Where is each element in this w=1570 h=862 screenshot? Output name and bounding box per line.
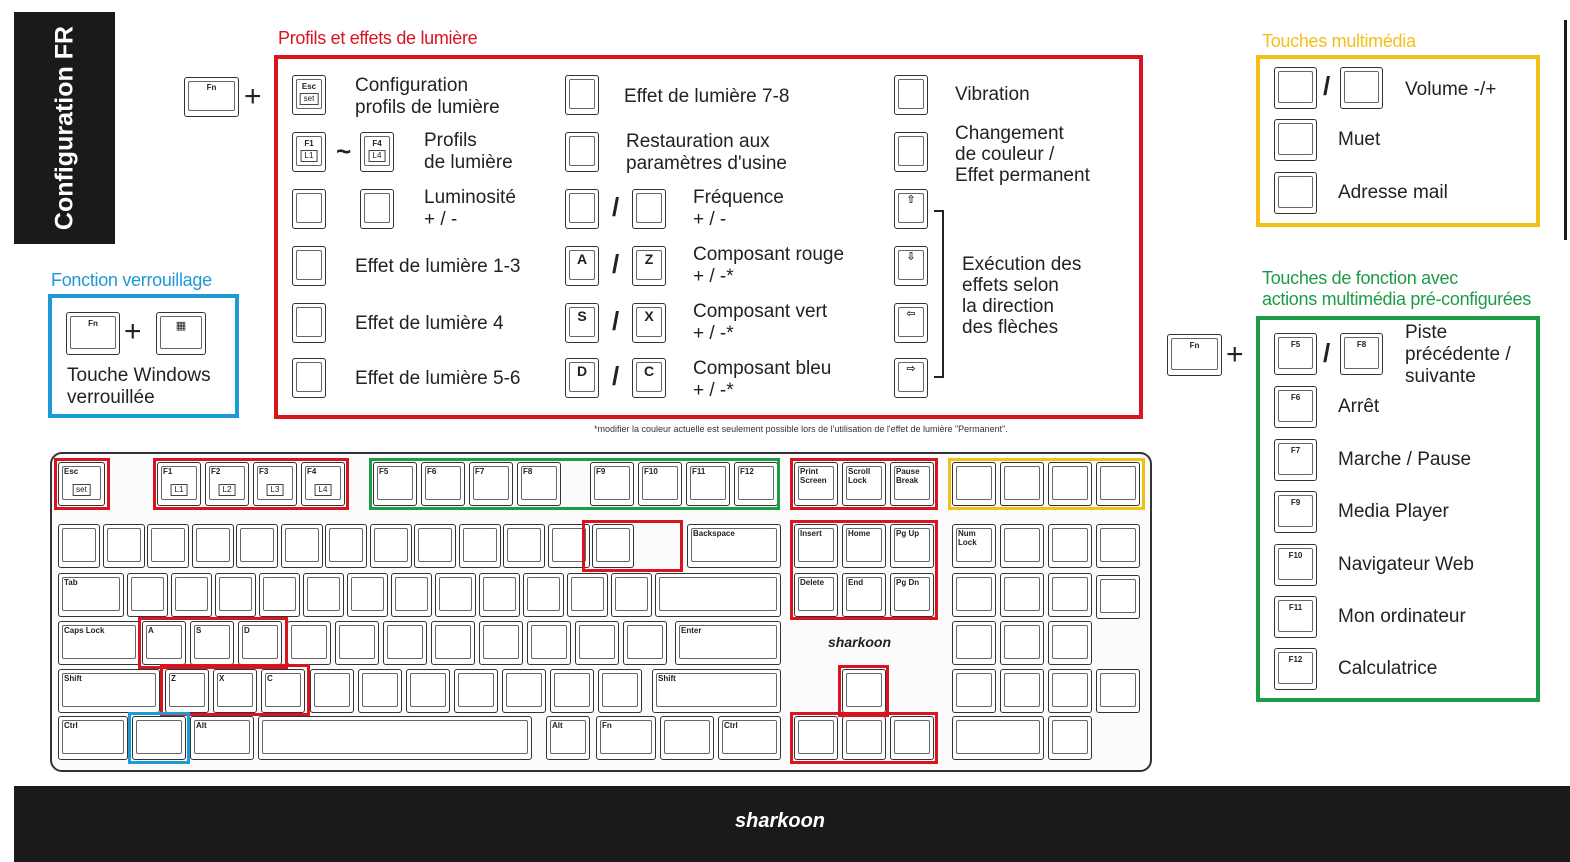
kb-row2-5 [347, 573, 388, 617]
kb-ctrl-right-label: Ctrl [724, 721, 738, 730]
kb-f1-sub: L1 [171, 484, 188, 496]
hl-win [128, 712, 190, 764]
kb-shift-right-label: Shift [658, 674, 676, 683]
label-red: Composant rouge + / -* [693, 244, 845, 287]
lock-heading: Fonction verrouillage [51, 270, 212, 290]
key-f9-icon: F9 [1274, 491, 1317, 533]
kb-row3-1 [335, 621, 379, 665]
kb-end-label: End [848, 578, 864, 587]
kb-alt-left-label: Alt [196, 721, 207, 730]
kb-row2-6 [391, 573, 432, 617]
kb-enter [675, 621, 781, 665]
key-minus-icon [292, 189, 326, 229]
kb-shift-left-label: Shift [64, 674, 82, 683]
footnote: *modifier la couleur actuelle est seulement possible lors de l'utilisation de l'effet de lumière "Permanent". [594, 424, 1008, 434]
key-f7-icon: F7 [1274, 439, 1317, 481]
slash-sep: / [612, 306, 620, 336]
kb-row2-10 [567, 573, 608, 617]
slash-sep: / [1323, 338, 1331, 368]
kb-prtsc-label: Print Screen [800, 467, 827, 485]
label-effect-5-6: Effet de lumière 5-6 [355, 368, 521, 389]
kb-f1-label: F1 [163, 467, 173, 476]
kb-numpad-row3-1 [1000, 621, 1044, 665]
kb-pgup-label: Pg Up [896, 529, 920, 538]
kb-numpad-row4-0 [952, 669, 996, 713]
hl-minus-plus [582, 520, 683, 572]
kb-f4-sub: L4 [315, 484, 332, 496]
kb-row2-7 [435, 573, 476, 617]
kb-f5-label: F5 [379, 467, 389, 476]
kb-capslock-label: Caps Lock [64, 626, 105, 635]
key-arrow-down-icon: ⇩ [894, 246, 928, 286]
config-badge-label: Configuration FR [50, 25, 78, 231]
kb-num-0 [58, 524, 100, 568]
hl-zxc [160, 664, 310, 716]
arrows-bracket [934, 210, 944, 378]
hl-media [948, 458, 1145, 510]
kb-f8-label: F8 [523, 467, 533, 476]
kb-ctrl-left-label: Ctrl [64, 721, 78, 730]
key-f4-icon: F4 L4 [360, 132, 394, 172]
kb-row2-1 [171, 573, 212, 617]
key-pgdn-icon [632, 189, 666, 229]
kb-numpad-row4-2 [1048, 669, 1092, 713]
label-player: Media Player [1338, 501, 1449, 522]
kb-delete-label: Delete [800, 578, 825, 587]
label-color: Changement de couleur / Effet permanent [955, 123, 1090, 186]
kb-z-label: Z [171, 674, 176, 683]
kb-row3-7 [623, 621, 667, 665]
kb-row2-2 [215, 573, 256, 617]
kb-row4-4 [502, 669, 546, 713]
kb-numpad-row4-1 [1000, 669, 1044, 713]
keyboard-logo: sharkoon [828, 634, 892, 650]
key-insert-icon [292, 358, 326, 398]
plus-sign: + [124, 315, 142, 348]
key-esc-icon: Esc set [292, 75, 326, 115]
kb-num-1 [103, 524, 145, 568]
key-arrow-right-icon: ⇨ [894, 358, 928, 398]
key-home-icon [565, 75, 599, 115]
windows-key-icon: ▦ [156, 312, 206, 355]
kb-row4-1 [358, 669, 402, 713]
hl-arrows [790, 712, 938, 764]
kb-row4-5 [550, 669, 594, 713]
kb-shift-right [652, 669, 781, 713]
key-z-icon: Z [632, 246, 666, 286]
kb-row2-8 [479, 573, 520, 617]
label-mute: Muet [1338, 129, 1381, 150]
kb-alt-left [190, 716, 254, 760]
slash-sep: / [612, 361, 620, 391]
label-luminosity: Luminosité + / - [424, 187, 516, 230]
kb-row2-3 [259, 573, 300, 617]
kb-num0 [952, 716, 1044, 760]
kb-num-10 [503, 524, 545, 568]
kb-tab [58, 573, 124, 617]
kb-d-label: D [244, 626, 250, 635]
kb-row4-3 [454, 669, 498, 713]
key-f11-icon: F11 [1274, 596, 1317, 638]
kb-row2-0 [127, 573, 168, 617]
kb-row4-2 [406, 669, 450, 713]
kb-numpad-mid-1 [1000, 573, 1044, 617]
kb-num-2 [147, 524, 189, 568]
kb-num-6 [325, 524, 367, 568]
kb-f3-sub: L3 [267, 484, 284, 496]
kb-numpad-plus [1096, 575, 1140, 619]
kb-c-label: C [267, 674, 273, 683]
slash-sep: / [1323, 71, 1331, 101]
kb-backspace [687, 524, 781, 568]
key-f10-icon: F10 [1274, 544, 1317, 586]
kb-numpad-top-2 [1096, 524, 1140, 568]
kb-row3-5 [527, 621, 571, 665]
tilde-sep: ~ [336, 136, 352, 166]
kb-insert-label: Insert [800, 529, 822, 538]
label-mail: Adresse mail [1338, 182, 1448, 203]
slash-sep: / [612, 249, 620, 279]
kb-num-8 [414, 524, 456, 568]
kb-f2-label: F2 [211, 467, 221, 476]
label-calc: Calculatrice [1338, 658, 1438, 679]
label-computer: Mon ordinateur [1338, 606, 1466, 627]
kb-capslock [58, 621, 140, 665]
label-track: Piste précédente / suivante [1405, 322, 1511, 387]
key-a-icon: A [565, 246, 599, 286]
key-f8-icon: F8 [1340, 333, 1383, 375]
kb-numpad-row3-2 [1048, 621, 1092, 665]
kb-fn [596, 716, 656, 760]
label-play: Marche / Pause [1338, 449, 1472, 470]
kb-pgdn-label: Pg Dn [896, 578, 920, 587]
key-d-icon: D [565, 358, 599, 398]
kb-f2-sub: L2 [219, 484, 236, 496]
kb-ctrl-left [58, 716, 128, 760]
kb-row3-3 [431, 621, 475, 665]
plus-sign: + [1226, 338, 1244, 371]
kb-x-label: X [219, 674, 225, 683]
kb-f6-label: F6 [427, 467, 437, 476]
lock-text: Touche Windows verrouillée [67, 365, 211, 408]
kb-num-9 [459, 524, 501, 568]
kb-home-label: Home [848, 529, 871, 538]
kb-numpad-top-0 [1000, 524, 1044, 568]
key-vol-up-icon [1340, 67, 1383, 109]
kb-scroll-label: Scroll Lock [848, 467, 871, 485]
label-restore: Restauration aux paramètres d'usine [626, 131, 787, 174]
kb-row4-6 [598, 669, 642, 713]
kb-enter-label: Enter [681, 626, 702, 635]
fnmedia-heading: Touches de fonction avec actions multimédia pré-configurées [1262, 268, 1531, 309]
key-delete-icon [894, 75, 928, 115]
key-vol-down-icon [1274, 67, 1317, 109]
kb-numpad-row3-0 [952, 621, 996, 665]
label-frequency: Fréquence + / - [693, 187, 784, 230]
kb-pause-label: Pause Break [896, 467, 920, 485]
key-plus-icon [360, 189, 394, 229]
kb-row3-2 [383, 621, 427, 665]
kb-backslash [655, 573, 781, 617]
fn-key-media: Fn [1167, 334, 1222, 376]
key-arrow-left-icon: ⇦ [894, 303, 928, 343]
slash-sep: / [612, 192, 620, 222]
kb-row4-0 [310, 669, 354, 713]
kb-f10-label: F10 [644, 467, 658, 476]
kb-row2-11 [611, 573, 652, 617]
hl-arrow-up [838, 665, 889, 717]
key-pause-icon [565, 132, 599, 172]
right-edge-bar [1564, 20, 1567, 240]
label-browser: Navigateur Web [1338, 554, 1474, 575]
kb-ctrl-right [718, 716, 781, 760]
key-mute-icon [1274, 119, 1317, 161]
kb-row3-4 [479, 621, 523, 665]
kb-numdot [1048, 716, 1092, 760]
kb-alt-right [546, 716, 590, 760]
kb-menu [660, 716, 714, 760]
kb-a-label: A [148, 626, 154, 635]
kb-backspace-label: Backspace [693, 529, 735, 538]
hl-asd [138, 617, 288, 669]
key-s-icon: S [565, 303, 599, 343]
kb-f12-label: F12 [740, 467, 754, 476]
kb-numpad-mid-2 [1048, 573, 1092, 617]
multimedia-heading: Touches multimédia [1262, 31, 1416, 51]
label-stop: Arrêt [1338, 396, 1380, 417]
kb-shift-left [58, 669, 160, 713]
key-prtsc-icon [292, 246, 326, 286]
kb-numpad-mid-0 [952, 573, 996, 617]
key-c-icon: C [632, 358, 666, 398]
fn-key-lock: Fn [66, 312, 120, 355]
key-arrow-up-icon: ⇧ [894, 189, 928, 229]
kb-row2-9 [523, 573, 564, 617]
key-pgup-icon [565, 189, 599, 229]
kb-fn-label: Fn [602, 721, 612, 730]
key-mail-icon [1274, 172, 1317, 214]
label-arrows: Exécution des effets selon la direction des flèches [962, 254, 1082, 338]
kb-numlock [952, 524, 996, 568]
label-profiles: Profils de lumière [424, 130, 513, 173]
kb-row3-0 [287, 621, 331, 665]
label-volume: Volume -/+ [1405, 79, 1497, 100]
kb-f4-label: F4 [307, 467, 317, 476]
kb-num-3 [192, 524, 234, 568]
kb-space [258, 716, 532, 760]
kb-alt-right-label: Alt [552, 721, 563, 730]
key-f6-icon: F6 [1274, 386, 1317, 428]
kb-num-4 [236, 524, 278, 568]
hl-f5-f12 [369, 458, 780, 510]
kb-row2-4 [303, 573, 344, 617]
label-effect-4: Effet de lumière 4 [355, 313, 504, 334]
kb-numlock-label: Num Lock [958, 529, 977, 547]
key-end-icon [894, 132, 928, 172]
profiles-heading: Profils et effets de lumière [278, 28, 478, 48]
kb-f9-label: F9 [596, 467, 606, 476]
kb-esc-label: Esc [64, 467, 79, 476]
key-x-icon: X [632, 303, 666, 343]
kb-numpad-top-1 [1048, 524, 1092, 568]
kb-esc-sub: set [72, 484, 91, 496]
kb-f7-label: F7 [475, 467, 485, 476]
label-effect-1-3: Effet de lumière 1-3 [355, 256, 521, 277]
key-f12-icon: F12 [1274, 648, 1317, 690]
kb-numpad-enter [1096, 669, 1140, 713]
fn-key-profiles: Fn [184, 77, 239, 117]
key-scroll-icon [292, 303, 326, 343]
kb-row3-6 [575, 621, 619, 665]
label-blue: Composant bleu + / -* [693, 358, 832, 401]
kb-s-label: S [196, 626, 202, 635]
key-f5-icon: F5 [1274, 333, 1317, 375]
label-green: Composant vert + / -* [693, 301, 828, 344]
label-config-profiles: Configuration profils de lumière [355, 75, 500, 118]
footer-logo: sharkoon [735, 810, 826, 832]
kb-f3-label: F3 [259, 467, 269, 476]
key-f1-icon: F1 L1 [292, 132, 326, 172]
plus-sign: + [244, 80, 262, 113]
kb-num-7 [370, 524, 412, 568]
kb-num-5 [281, 524, 323, 568]
label-vibration: Vibration [955, 84, 1030, 105]
kb-tab-label: Tab [64, 578, 78, 587]
config-badge [14, 12, 115, 244]
label-effect-7-8: Effet de lumière 7-8 [624, 86, 790, 107]
kb-f11-label: F11 [692, 467, 706, 476]
